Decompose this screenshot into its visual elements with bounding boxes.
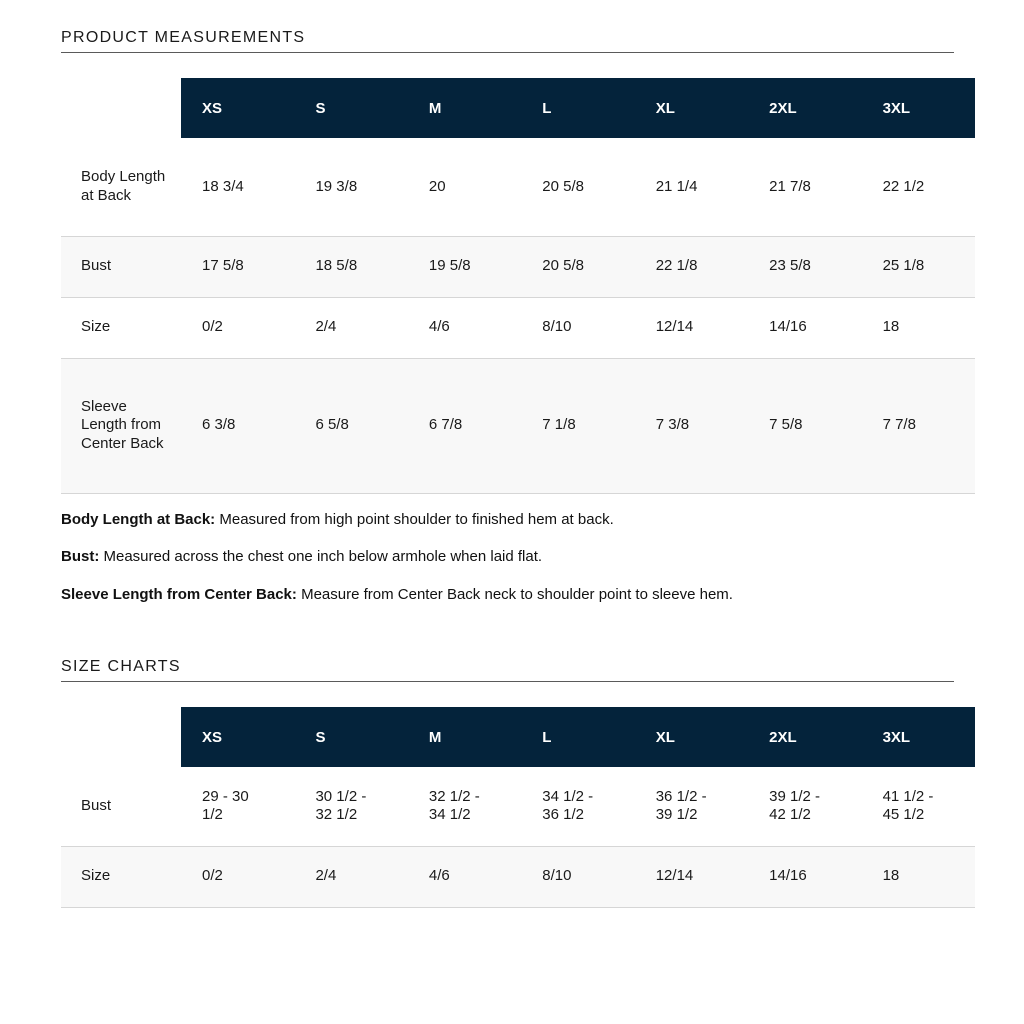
table-cell: 21 7/8 [748, 138, 861, 236]
column-header: XL [635, 78, 748, 138]
table-cell: 22 1/2 [862, 138, 975, 236]
note-term: Bust: [61, 548, 100, 565]
table-cell: 19 5/8 [408, 236, 521, 297]
table-cell: 12/14 [635, 846, 748, 907]
column-header: L [521, 707, 634, 767]
table-row [61, 358, 975, 493]
product-measurements-title: PRODUCT MEASUREMENTS [61, 28, 954, 53]
table-cell: 0/2 [181, 846, 294, 907]
column-header: 3XL [862, 707, 975, 767]
table-cell: 2/4 [294, 846, 407, 907]
note-text: Measured across the chest one inch below armhole when laid flat. [99, 548, 543, 565]
table-cell: 18 5/8 [294, 236, 407, 297]
column-header: S [294, 78, 407, 138]
column-header: M [408, 707, 521, 767]
table-header-row [61, 78, 975, 138]
table-cell: 0/2 [181, 297, 294, 358]
table-row [61, 767, 975, 846]
column-header: 2XL [748, 707, 861, 767]
table-cell: 8/10 [521, 846, 634, 907]
column-header: 2XL [748, 78, 861, 138]
table-row [61, 297, 975, 358]
row-label: Bust [61, 767, 181, 846]
note-bust [61, 547, 542, 567]
table-row [61, 138, 975, 236]
table-cell: 34 1/2 - 36 1/2 [521, 767, 634, 846]
table-cell: 20 [408, 138, 521, 236]
table-cell: 23 5/8 [748, 236, 861, 297]
table-cell: 18 [862, 846, 975, 907]
table-cell: 32 1/2 - 34 1/2 [408, 767, 521, 846]
table-cell: 7 1/8 [521, 358, 634, 493]
table-cell: 14/16 [748, 297, 861, 358]
row-label: Size [61, 297, 181, 358]
note-text: Measure from Center Back neck to shoulder point to sleeve hem. [296, 586, 733, 603]
table-cell: 2/4 [294, 297, 407, 358]
column-header: 3XL [862, 78, 975, 138]
table-cell: 25 1/8 [862, 236, 975, 297]
note-text: Measured from high point shoulder to finished hem at back. [215, 511, 614, 528]
table-cell: 7 3/8 [635, 358, 748, 493]
size-charts-table [61, 707, 975, 908]
table-cell: 6 5/8 [294, 358, 407, 493]
table-cell: 4/6 [408, 846, 521, 907]
note-body-length [61, 510, 614, 530]
table-cell: 21 1/4 [635, 138, 748, 236]
row-label: Body Length at Back [61, 138, 181, 236]
table-cell: 7 7/8 [862, 358, 975, 493]
table-cell: 29 - 30 1/2 [181, 767, 294, 846]
column-header: XS [181, 707, 294, 767]
table-cell: 19 3/8 [294, 138, 407, 236]
table-cell: 18 [862, 297, 975, 358]
note-term: Sleeve Length from Center Back: [61, 586, 297, 603]
product-measurements-table [61, 78, 975, 494]
column-header: XL [635, 707, 748, 767]
table-cell: 17 5/8 [181, 236, 294, 297]
size-charts-title: SIZE CHARTS [61, 657, 954, 682]
table-cell: 8/10 [521, 297, 634, 358]
table-cell: 7 5/8 [748, 358, 861, 493]
table-cell: 20 5/8 [521, 138, 634, 236]
table-cell: 6 7/8 [408, 358, 521, 493]
table-cell: 41 1/2 - 45 1/2 [862, 767, 975, 846]
table-row [61, 846, 975, 907]
note-sleeve-length [61, 585, 733, 605]
table-cell: 20 5/8 [521, 236, 634, 297]
table-cell: 14/16 [748, 846, 861, 907]
row-label: Bust [61, 236, 181, 297]
table-cell: 18 3/4 [181, 138, 294, 236]
row-label: Size [61, 846, 181, 907]
header-corner [61, 707, 181, 767]
table-cell: 22 1/8 [635, 236, 748, 297]
column-header: M [408, 78, 521, 138]
column-header: L [521, 78, 634, 138]
table-header-row [61, 707, 975, 767]
table-cell: 30 1/2 - 32 1/2 [294, 767, 407, 846]
table-cell: 4/6 [408, 297, 521, 358]
table-cell: 39 1/2 - 42 1/2 [748, 767, 861, 846]
note-term: Body Length at Back: [61, 511, 216, 528]
table-cell: 6 3/8 [181, 358, 294, 493]
column-header: S [294, 707, 407, 767]
table-row [61, 236, 975, 297]
row-label: Sleeve Length from Center Back [61, 358, 181, 493]
header-corner [61, 78, 181, 138]
table-cell: 36 1/2 - 39 1/2 [635, 767, 748, 846]
table-cell: 12/14 [635, 297, 748, 358]
column-header: XS [181, 78, 294, 138]
